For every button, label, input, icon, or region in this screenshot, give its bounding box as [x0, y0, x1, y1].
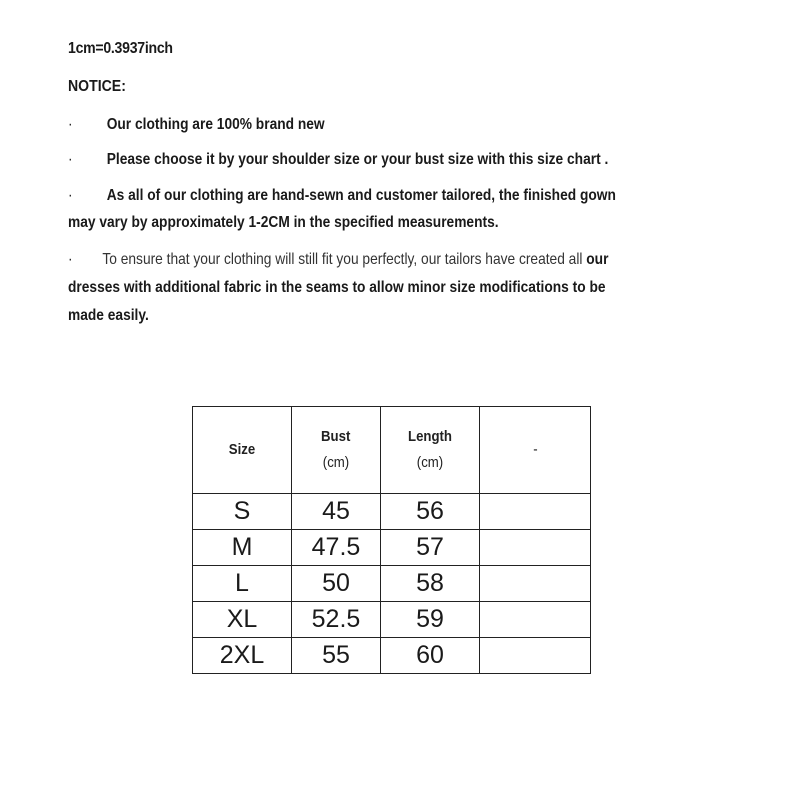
bullet-marker: ·	[68, 151, 73, 168]
header-bust-unit: (cm)	[322, 454, 350, 471]
header-length-label: Length	[408, 428, 452, 445]
notice-text: Please choose it by your shoulder size or your bust size with this size chart .	[106, 151, 609, 168]
notice-document	[68, 40, 708, 324]
cell-size: S	[193, 494, 292, 530]
cell-length: 60	[381, 638, 480, 674]
notice-item-3	[68, 187, 616, 205]
notice-text-bold: our	[582, 251, 609, 268]
cell-length: 59	[381, 602, 480, 638]
table-row	[193, 494, 591, 530]
table-row	[193, 530, 591, 566]
cell-bust: 50	[292, 566, 381, 602]
header-bust	[292, 407, 381, 494]
bullet-marker: ·	[68, 116, 73, 133]
cell-length: 57	[381, 530, 480, 566]
table-row	[193, 638, 591, 674]
cell-empty	[480, 638, 591, 674]
cell-empty	[480, 566, 591, 602]
header-length	[381, 407, 480, 494]
notice-item-4-cont: dresses with additional fabric in the seams to allow minor size modifications to be	[68, 279, 606, 296]
table-row	[193, 602, 591, 638]
cell-bust: 45	[292, 494, 381, 530]
cell-size: XL	[193, 602, 292, 638]
notice-text-light: To ensure that your clothing will still fit you perfectly, our tailors have created all	[102, 251, 583, 268]
unit-conversion: 1cm=0.3937inch	[68, 40, 173, 57]
notice-item-3-cont: may vary by approximately 1-2CM in the specified measurements.	[68, 214, 499, 231]
cell-size: M	[193, 530, 292, 566]
size-chart-header-row	[193, 407, 591, 494]
notice-item-1	[68, 116, 325, 134]
cell-bust: 47.5	[292, 530, 381, 566]
header-length-unit: (cm)	[416, 454, 444, 471]
notice-title: NOTICE:	[68, 78, 126, 95]
notice-item-4	[68, 251, 608, 269]
cell-length: 58	[381, 566, 480, 602]
notice-text: Our clothing are 100% brand new	[106, 116, 325, 133]
notice-item-2	[68, 151, 608, 169]
bullet-marker: ·	[68, 251, 73, 268]
cell-empty	[480, 530, 591, 566]
cell-size: 2XL	[193, 638, 292, 674]
cell-size: L	[193, 566, 292, 602]
header-bust-label: Bust	[321, 428, 351, 445]
size-chart-table	[192, 406, 591, 674]
cell-empty	[480, 602, 591, 638]
header-extra: -	[480, 407, 591, 494]
cell-bust: 55	[292, 638, 381, 674]
header-size: Size	[193, 407, 292, 494]
cell-bust: 52.5	[292, 602, 381, 638]
bullet-marker: ·	[68, 187, 73, 204]
cell-length: 56	[381, 494, 480, 530]
notice-item-4-cont-2: made easily.	[68, 307, 149, 324]
cell-empty	[480, 494, 591, 530]
table-row	[193, 566, 591, 602]
notice-text: As all of our clothing are hand-sewn and customer tailored, the finished gown	[106, 187, 616, 204]
